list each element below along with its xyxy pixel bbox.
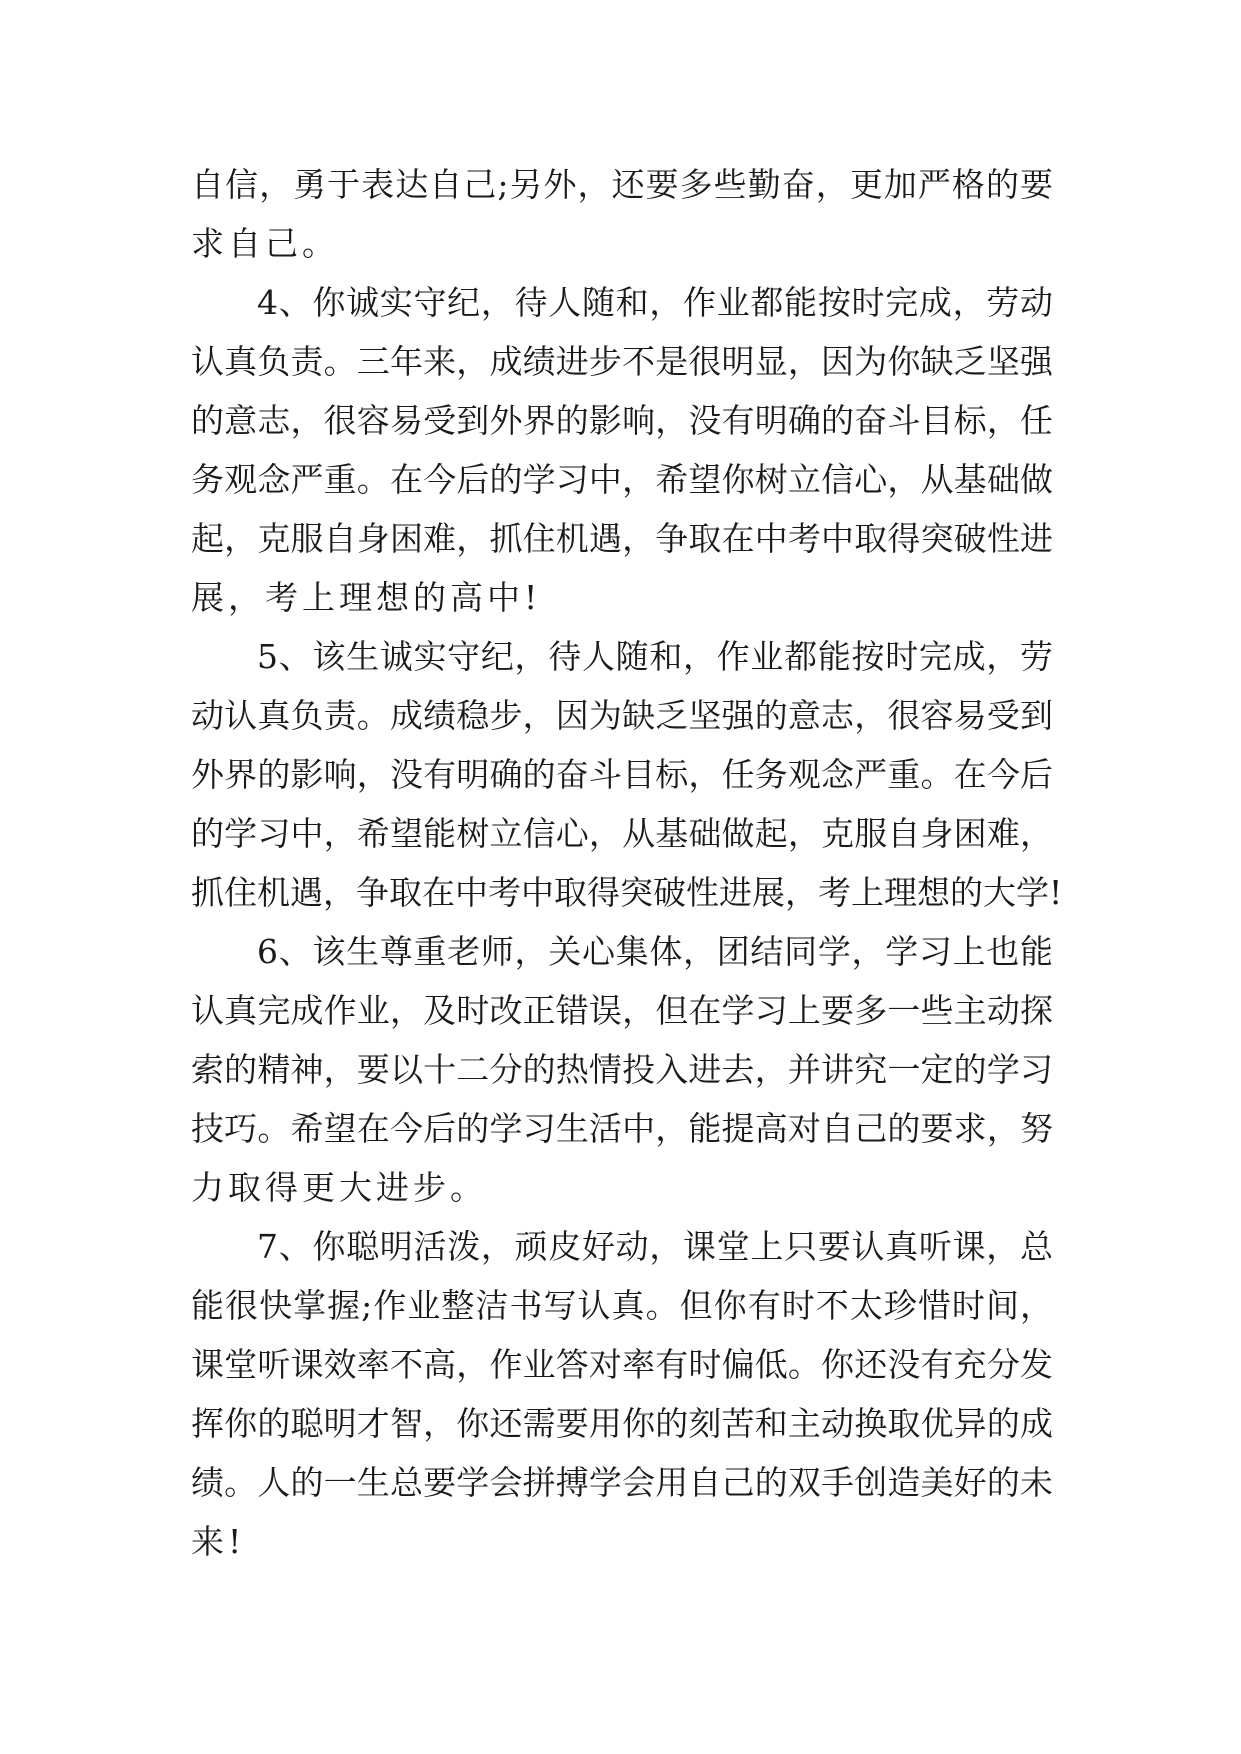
paragraph-item-6	[191, 922, 1053, 1217]
text-line: 技巧。希望在今后的学习生活中，能提高对自己的要求，努	[191, 1109, 1053, 1148]
text-line: 6、该生尊重老师，关心集体，团结同学，学习上也能	[257, 932, 1053, 971]
paragraph-continuation	[191, 155, 1053, 273]
text-line: 力取得更大进步。	[191, 1168, 487, 1207]
text-line: 动认真负责。成绩稳步，因为缺乏坚强的意志，很容易受到	[191, 696, 1053, 735]
text-line: 5、该生诚实守纪，待人随和，作业都能按时完成，劳	[257, 637, 1053, 676]
text-line: 来!	[191, 1522, 246, 1561]
text-line: 外界的影响，没有明确的奋斗目标，任务观念严重。在今后	[191, 755, 1053, 794]
text-line: 课堂听课效率不高，作业答对率有时偏低。你还没有充分发	[191, 1345, 1053, 1384]
text-line: 7、你聪明活泼，顽皮好动，课堂上只要认真听课，总	[257, 1227, 1053, 1266]
text-line: 能很快掌握;作业整洁书写认真。但你有时不太珍惜时间，	[191, 1286, 1053, 1325]
text-line: 4、你诚实守纪，待人随和，作业都能按时完成，劳动	[257, 283, 1053, 322]
document-body	[191, 155, 1063, 1571]
text-line: 认真完成作业，及时改正错误，但在学习上要多一些主动探	[191, 991, 1053, 1030]
text-line: 索的精神，要以十二分的热情投入进去，并讲究一定的学习	[191, 1050, 1053, 1089]
paragraph-item-4	[191, 273, 1053, 627]
text-line: 挥你的聪明才智，你还需要用你的刻苦和主动换取优异的成	[191, 1404, 1053, 1443]
text-line: 自信，勇于表达自己;另外，还要多些勤奋，更加严格的要	[191, 165, 1053, 204]
text-line: 起，克服自身困难，抓住机遇，争取在中考中取得突破性进	[191, 519, 1053, 558]
text-line: 的意志，很容易受到外界的影响，没有明确的奋斗目标，任	[191, 401, 1053, 440]
text-line: 求自己。	[191, 224, 339, 263]
text-line: 务观念严重。在今后的学习中，希望你树立信心，从基础做	[191, 460, 1053, 499]
text-line: 的学习中，希望能树立信心，从基础做起，克服自身困难，	[191, 814, 1053, 853]
paragraph-item-5	[191, 627, 1063, 922]
text-line: 绩。人的一生总要学会拼搏学会用自己的双手创造美好的未	[191, 1463, 1053, 1502]
text-line: 展，考上理想的高中!	[191, 578, 542, 617]
text-line: 认真负责。三年来，成绩进步不是很明显，因为你缺乏坚强	[191, 342, 1053, 381]
paragraph-item-7	[191, 1217, 1053, 1571]
text-line: 抓住机遇，争取在中考中取得突破性进展，考上理想的大学!	[191, 873, 1063, 912]
